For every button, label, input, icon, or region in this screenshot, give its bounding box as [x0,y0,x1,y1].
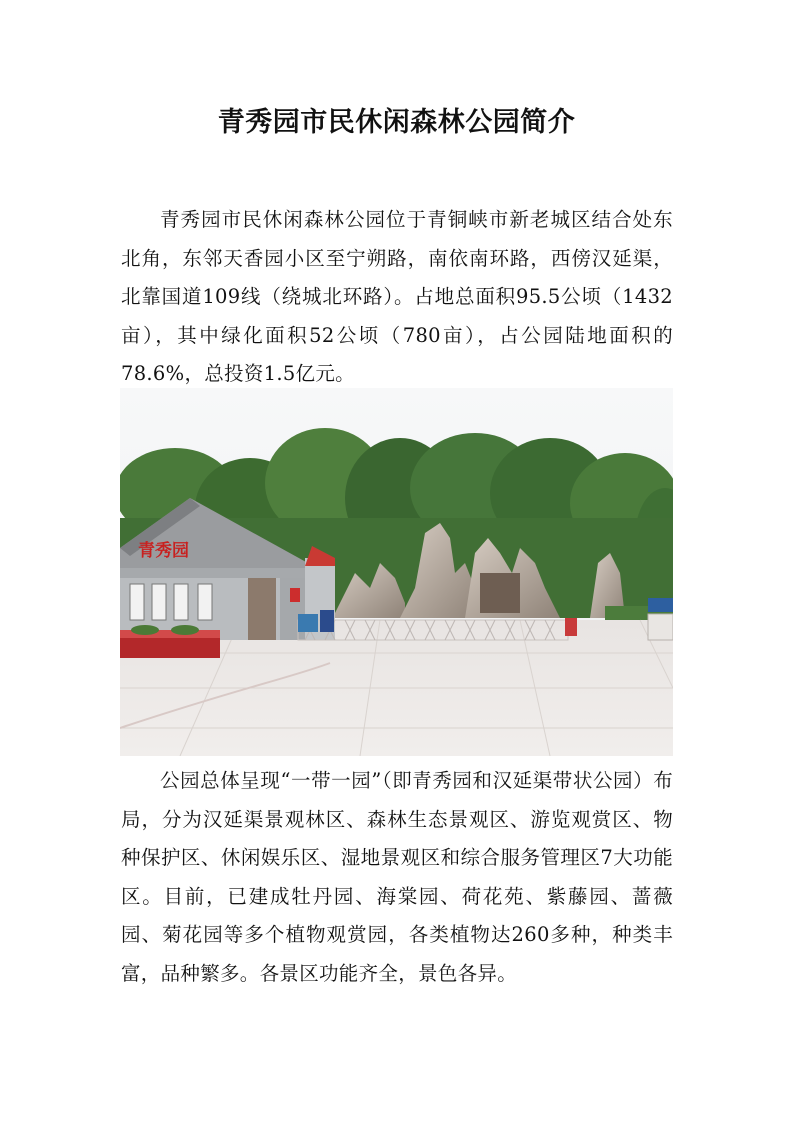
page-title: 青秀园市民休闲森林公园简介 [217,107,576,138]
intro-paragraph: 青秀园市民休闲森林公园位于青铜峡市新老城区结合处东北角，东邻天香园小区至宁朔路，南依南环路，西傍汉延渠，北靠国道109线（绕城北环路）。占地总面积95.5公顷（1432亩），其中绿化面积52公顷（780亩），占公园陆地面积的78.6%，总投资1.5亿元。 [121,208,673,386]
gate-sign-text: 青秀园 [138,541,189,561]
park-entrance-photo [120,388,673,756]
layout-paragraph: 公园总体呈现“一带一园”（即青秀园和汉延渠带状公园）布局，分为汉延渠景观林区、森林生态景观区、游览观赏区、物种保护区、休闲娱乐区、湿地景观区和综合服务管理区7大功能区。目前，已建成牡丹园、海棠园、荷花苑、紫藤园、蔷薇园、菊花园等多个植物观赏园，各类植物达260多种，种类丰富，品种繁多。各景区功能齐全，景色各异。 [121,769,673,985]
